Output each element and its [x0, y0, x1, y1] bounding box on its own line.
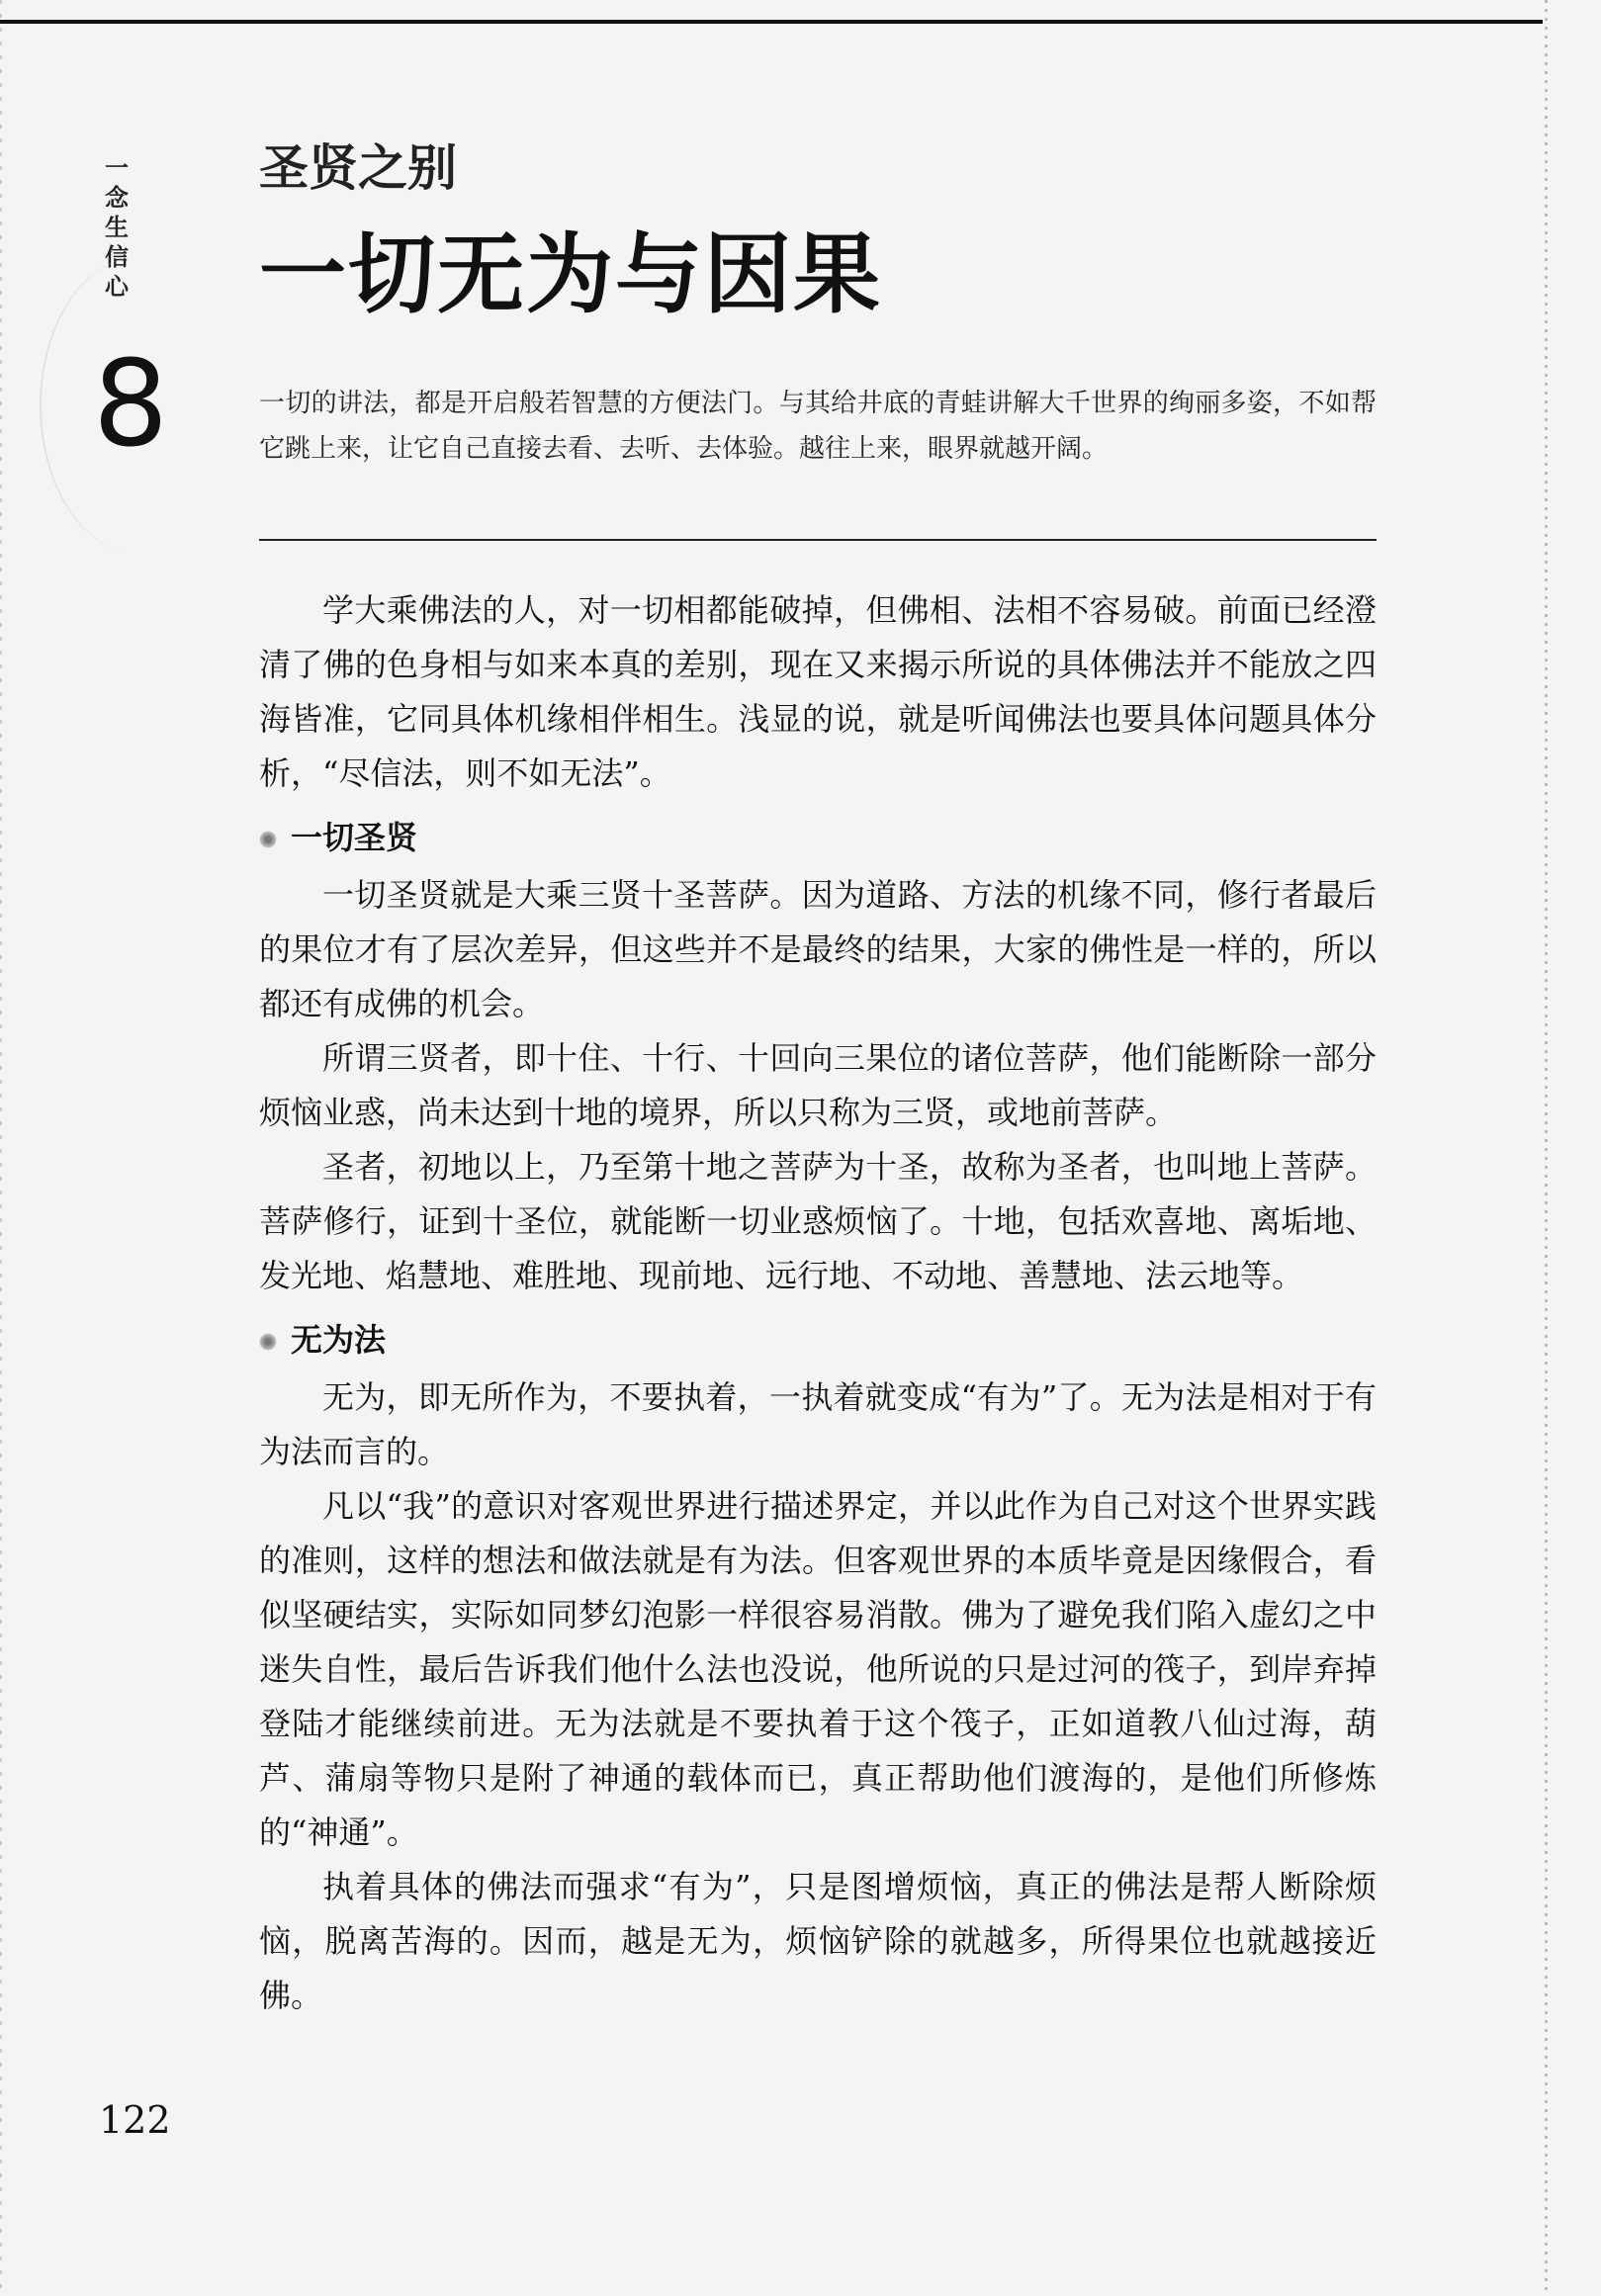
paragraph: 凡以“我”的意识对客观世界进行描述界定，并以此作为自己对这个世界实践的准则，这样的想法和做法就是有为法。但客观世界的本质毕竟是因缘假合，看似坚硬结实，实际如同梦幻泡影一样很容易消散。佛为了避免我们陷入虚幻之中迷失自性，最后告诉我们他什么法也没说，他所说的只是过河的筏子，到岸弃掉登陆才能继续前进。无为法就是不要执着于这个筏子，正如道教八仙过海，葫芦、蒲扇等物只是附了神通的载体而已，真正帮助他们渡海的，是他们所修炼的“神通”。 [259, 1487, 1377, 1851]
paragraph: 执着具体的佛法而强求“有为”，只是图增烦恼，真正的佛法是帮人断除烦恼，脱离苦海的。因而，越是无为，烦恼铲除的就越多，所得果位也就越接近佛。 [259, 1868, 1377, 2014]
paragraph: 无为，即无所作为，不要执着，一执着就变成“有为”了。无为法是相对于有为法而言的。 [259, 1378, 1377, 1470]
section-heading [259, 1317, 1377, 1363]
intro-divider [259, 539, 1377, 541]
section-heading-label: 无为法 [291, 1321, 387, 1359]
flower-bullet-icon [259, 831, 277, 848]
chapter-number: 8 [92, 336, 169, 474]
page-number: 122 [99, 2098, 171, 2142]
paragraph: 圣者，初地以上，乃至第十地之菩萨为十圣，故称为圣者，也叫地上菩萨。菩萨修行，证到十圣位，就能断一切业惑烦恼了。十地，包括欢喜地、离垢地、发光地、焰慧地、难胜地、现前地、远行地、不动地、善慧地、法云地等。 [259, 1148, 1377, 1294]
chapter-title: 一切无为与因果 [259, 223, 883, 325]
book-section-label: 一念生信心 [105, 154, 129, 301]
chapter-subtitle: 圣贤之别 [259, 138, 457, 197]
flower-bullet-icon [259, 1333, 277, 1351]
paragraph: 所谓三贤者，即十住、十行、十回向三果位的诸位菩萨，他们能断除一部分烦恼业惑，尚未达到十地的境界，所以只称为三贤，或地前菩萨。 [259, 1039, 1377, 1131]
page-right-edge [1545, 0, 1548, 2296]
body-text [259, 583, 1377, 2023]
page-left-edge [0, 0, 2, 2296]
section-heading-label: 一切圣贤 [291, 819, 418, 856]
paragraph: 一切圣贤就是大乘三贤十圣菩萨。因为道路、方法的机缘不同，修行者最后的果位才有了层次差异，但这些并不是最终的结果，大家的佛性是一样的，所以都还有成佛的机会。 [259, 876, 1377, 1022]
section-heading [259, 815, 1377, 860]
chapter-intro: 一切的讲法，都是开启般若智慧的方便法门。与其给井底的青蛙讲解大千世界的绚丽多姿，不如帮它跳上来，让它自己直接去看、去听、去体验。越往上来，眼界就越开阔。 [259, 389, 1377, 464]
paragraph: 学大乘佛法的人，对一切相都能破掉，但佛相、法相不容易破。前面已经澄清了佛的色身相与如来本真的差别，现在又来揭示所说的具体佛法并不能放之四海皆准，它同具体机缘相伴相生。浅显的说，就是听闻佛法也要具体问题具体分析，“尽信法，则不如无法”。 [259, 591, 1377, 792]
top-rule [0, 20, 1543, 24]
